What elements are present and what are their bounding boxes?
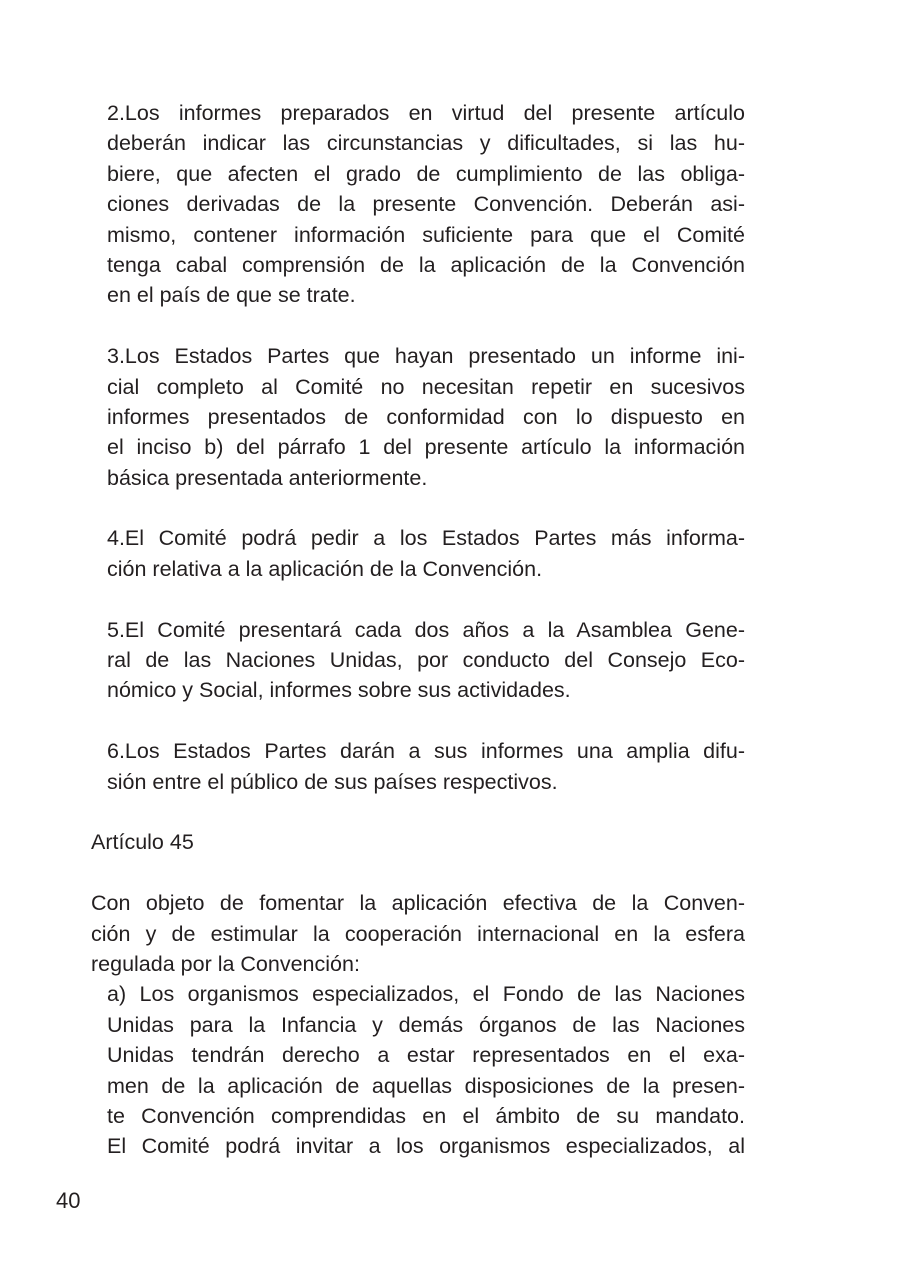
paragraph xyxy=(107,615,745,706)
text-line: nómico y Social, informes sobre sus actividades. xyxy=(107,678,571,703)
text-line: te Convención comprendidas en el ámbito de su mandato. xyxy=(107,1103,745,1128)
text-line: men de la aplicación de aquellas disposiciones de la presen- xyxy=(107,1073,745,1098)
text-line: ciones derivadas de la presente Convención. Deberán asi- xyxy=(107,192,745,217)
text-line: 6.Los Estados Partes darán a sus informes una amplia difu- xyxy=(107,739,745,764)
text-line: en el país de que se trate. xyxy=(107,283,356,308)
text-line: Unidas para la Infancia y demás órganos de las Naciones xyxy=(107,1012,745,1037)
text-line: ral de las Naciones Unidas, por conducto del Consejo Eco- xyxy=(107,648,745,673)
article-intro xyxy=(91,888,745,979)
text-line: 2.Los informes preparados en virtud del presente artículo xyxy=(107,101,745,125)
paragraph xyxy=(107,736,745,797)
paragraph xyxy=(107,523,745,584)
text-line: deberán indicar las circunstancias y dificultades, si las hu- xyxy=(107,131,745,156)
text-line: el inciso b) del párrafo 1 del presente artículo la información xyxy=(107,435,745,460)
text-line: 3.Los Estados Partes que hayan presentado un informe ini- xyxy=(107,344,745,369)
text-line: mismo, contener información suficiente para que el Comité xyxy=(107,222,745,247)
text-line: ción relativa a la aplicación de la Convención. xyxy=(107,556,543,581)
text-line: 4.El Comité podrá pedir a los Estados Partes más informa- xyxy=(107,526,745,551)
text-line: cial completo al Comité no necesitan repetir en sucesivos xyxy=(107,374,745,399)
text-line: sión entre el público de sus países respectivos. xyxy=(107,769,558,794)
page-body xyxy=(91,98,745,1162)
paragraph xyxy=(107,341,745,493)
item-a-paragraph xyxy=(107,979,745,1161)
numbered-paragraphs xyxy=(107,98,745,797)
text-line: Unidas tendrán derecho a estar representados en el exa- xyxy=(107,1043,745,1068)
text-line: básica presentada anteriormente. xyxy=(107,465,428,490)
page-number: 40 xyxy=(56,1188,81,1213)
text-line: ción y de estimular la cooperación internacional en la esfera xyxy=(91,921,745,946)
article-heading: Artículo 45 xyxy=(91,830,194,855)
text-line: a) Los organismos especializados, el Fondo de las Naciones xyxy=(107,982,745,1007)
text-line: El Comité podrá invitar a los organismos especializados, al xyxy=(107,1134,745,1159)
text-line: Con objeto de fomentar la aplicación efectiva de la Conven- xyxy=(91,891,745,916)
text-line: tenga cabal comprensión de la aplicación de la Convención xyxy=(107,252,745,277)
text-line: 5.El Comité presentará cada dos años a la Asamblea Gene- xyxy=(107,617,745,642)
text-line: informes presentados de conformidad con lo dispuesto en xyxy=(107,404,745,429)
text-line: regulada por la Convención: xyxy=(91,951,360,976)
paragraph xyxy=(107,98,745,311)
text-line: biere, que afecten el grado de cumplimiento de las obliga- xyxy=(107,161,745,186)
